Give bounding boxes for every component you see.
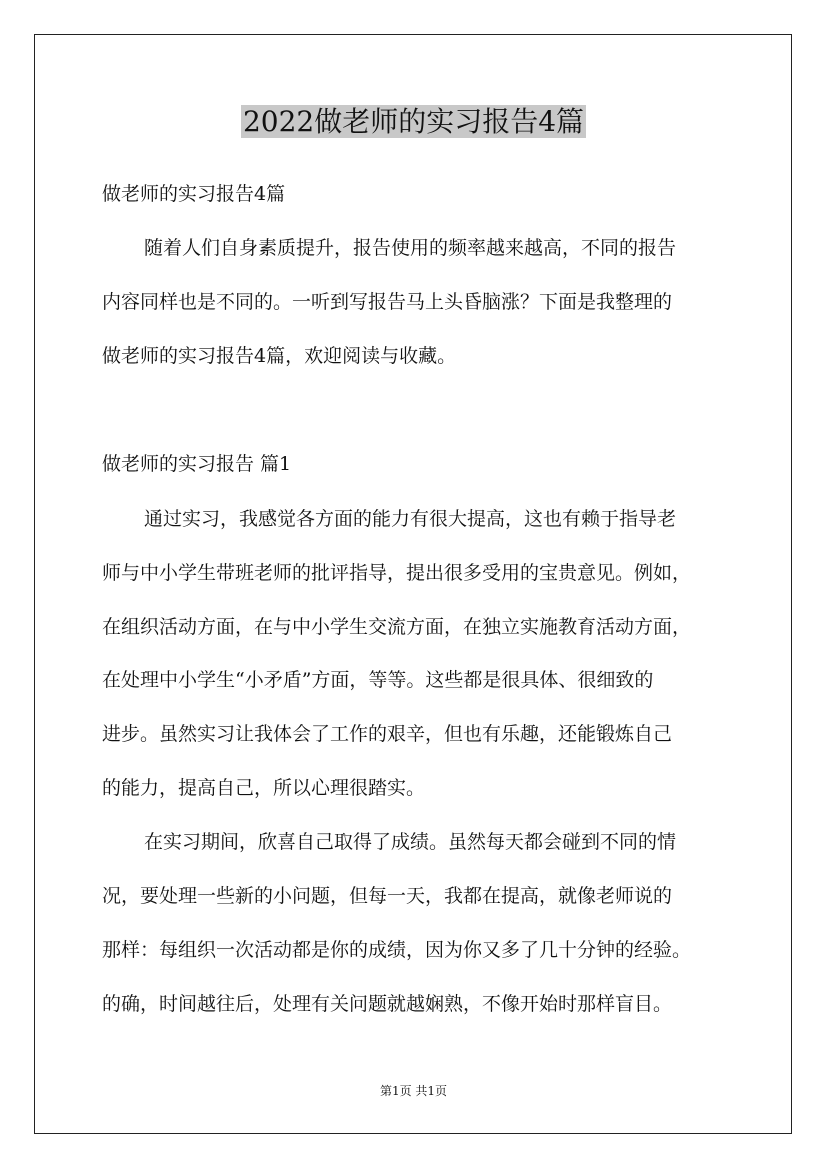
section1-para1-line: 在处理中小学生“小矛盾”方面，等等。这些都是很具体、很细致的 <box>102 669 654 691</box>
section1-para2-line: 那样：每组织一次活动都是你的成绩，因为你又多了几十分钟的经验。 <box>102 939 692 961</box>
document-title <box>0 100 827 144</box>
intro-line: 内容同样也是不同的。一听到写报告马上头昏脑涨？下面是我整理的 <box>102 291 673 313</box>
section1-para1-line: 通过实习，我感觉各方面的能力有很大提高，这也有赖于指导老 <box>144 508 677 530</box>
page-footer: 第1页 共1页 <box>379 1084 448 1098</box>
section1-heading: 做老师的实习报告 篇1 <box>102 453 292 475</box>
section1-para1-line: 的能力，提高自己，所以心理很踏实。 <box>102 777 426 799</box>
section1-para1-line: 师与中小学生带班老师的批评指导，提出很多受用的宝贵意见。例如， <box>102 562 692 584</box>
section1-para2-line: 的确，时间越往后，处理有关问题就越娴熟，不像开始时那样盲目。 <box>102 993 673 1015</box>
document-subtitle: 做老师的实习报告4篇 <box>102 183 286 205</box>
section1-para1-line: 在组织活动方面，在与中小学生交流方面，在独立实施教育活动方面， <box>102 616 692 638</box>
section1-para2-line: 况，要处理一些新的小问题，但每一天，我都在提高，就像老师说的 <box>102 885 673 907</box>
section1-para2-line: 在实习期间，欣喜自己取得了成绩。虽然每天都会碰到不同的情 <box>144 831 677 853</box>
section1-para1-line: 进步。虽然实习让我体会了工作的艰辛，但也有乐趣，还能锻炼自己 <box>102 723 673 745</box>
document-title-text: 2022做老师的实习报告4篇 <box>242 105 585 138</box>
intro-line: 随着人们自身素质提升，报告使用的频率越来越高，不同的报告 <box>144 237 677 259</box>
intro-line: 做老师的实习报告4篇，欢迎阅读与收藏。 <box>102 345 457 367</box>
